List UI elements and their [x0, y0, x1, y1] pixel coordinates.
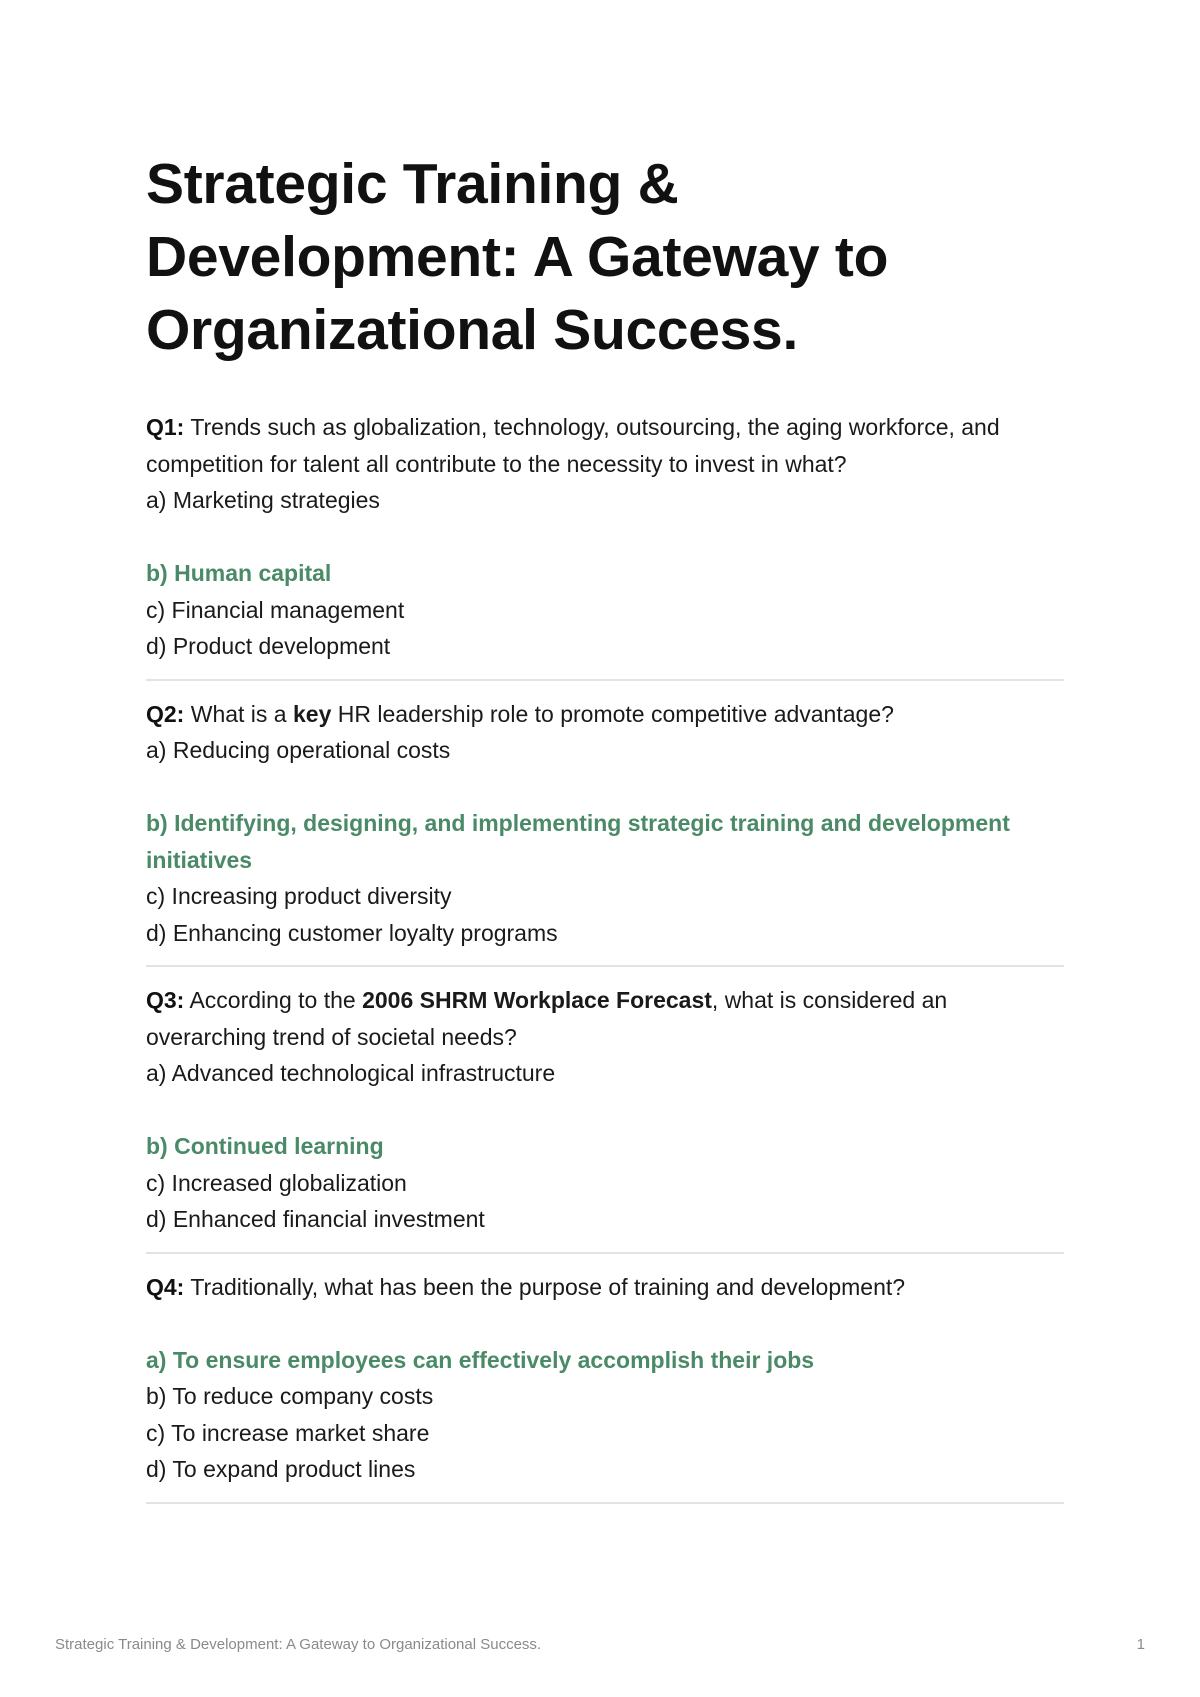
- answer-option: a) Marketing strategies: [146, 487, 380, 513]
- correct-answer-option: b) Continued learning: [146, 1133, 384, 1159]
- question-text: [146, 696, 1064, 733]
- correct-answer-option: b) Identifying, designing, and implementing strategic training and development initiatives: [146, 810, 1010, 873]
- question-body: Trends such as globalization, technology, outsourcing, the aging workforce, and competition for talent all contribute to the necessity to invest in what?: [146, 414, 1000, 477]
- question-body-before: According to the: [189, 987, 356, 1013]
- question-text: [146, 409, 1064, 482]
- question-body-after: , what is considered an overarching trend of societal needs?: [146, 987, 948, 1050]
- divider: [146, 1502, 1064, 1504]
- spacer: [146, 769, 1064, 806]
- footer-title: Strategic Training & Development: A Gateway to Organizational Success.: [55, 1636, 542, 1653]
- page-number: 1: [1136, 1636, 1145, 1653]
- answer-option: d) Enhancing customer loyalty programs: [146, 919, 558, 946]
- answer-option: c) Increasing product diversity: [146, 883, 452, 909]
- divider: [146, 679, 1064, 681]
- spacer: [146, 1092, 1064, 1129]
- question-number: Q1:: [146, 414, 185, 440]
- divider: [146, 965, 1064, 967]
- question-text: [146, 1269, 1064, 1306]
- question-number: Q2:: [146, 700, 185, 727]
- question-body-before: What is a: [190, 700, 287, 727]
- question-number: Q4:: [146, 1273, 185, 1300]
- correct-answer-option: a) To ensure employees can effectively accomplish their jobs: [146, 1346, 815, 1373]
- question-body-after: HR leadership role to promote competitive advantage?: [337, 700, 894, 727]
- question-block-3: [146, 982, 1064, 1238]
- question-body: Traditionally, what has been the purpose of training and development?: [190, 1273, 906, 1300]
- answer-option: d) Enhanced financial investment: [146, 1206, 485, 1232]
- answer-option: c) To increase market share: [146, 1419, 430, 1446]
- answer-option: a) Reducing operational costs: [146, 737, 451, 763]
- question-text: [146, 982, 1064, 1055]
- spacer: [146, 519, 1064, 556]
- answer-option: c) Increased globalization: [146, 1169, 407, 1196]
- answer-option: d) Product development: [146, 633, 391, 659]
- question-block-1: [146, 409, 1064, 665]
- document-title: Strategic Training & Development: A Gateway to Organizational Success.: [146, 152, 889, 362]
- correct-answer-option: b) Human capital: [146, 560, 332, 586]
- answer-option: d) To expand product lines: [146, 1456, 416, 1482]
- question-number: Q3:: [146, 987, 185, 1013]
- question-block-2: [146, 696, 1064, 952]
- page-footer: [55, 1636, 1145, 1653]
- answer-option: c) Financial management: [146, 596, 405, 623]
- answer-option: a) Advanced technological infrastructure: [146, 1060, 556, 1086]
- question-emphasis: key: [293, 700, 332, 727]
- answer-option: b) To reduce company costs: [146, 1383, 434, 1409]
- spacer: [146, 1305, 1064, 1342]
- document-page: [146, 148, 1064, 1519]
- question-block-4: [146, 1269, 1064, 1488]
- question-emphasis: 2006 SHRM Workplace Forecast: [362, 987, 712, 1013]
- divider: [146, 1252, 1064, 1254]
